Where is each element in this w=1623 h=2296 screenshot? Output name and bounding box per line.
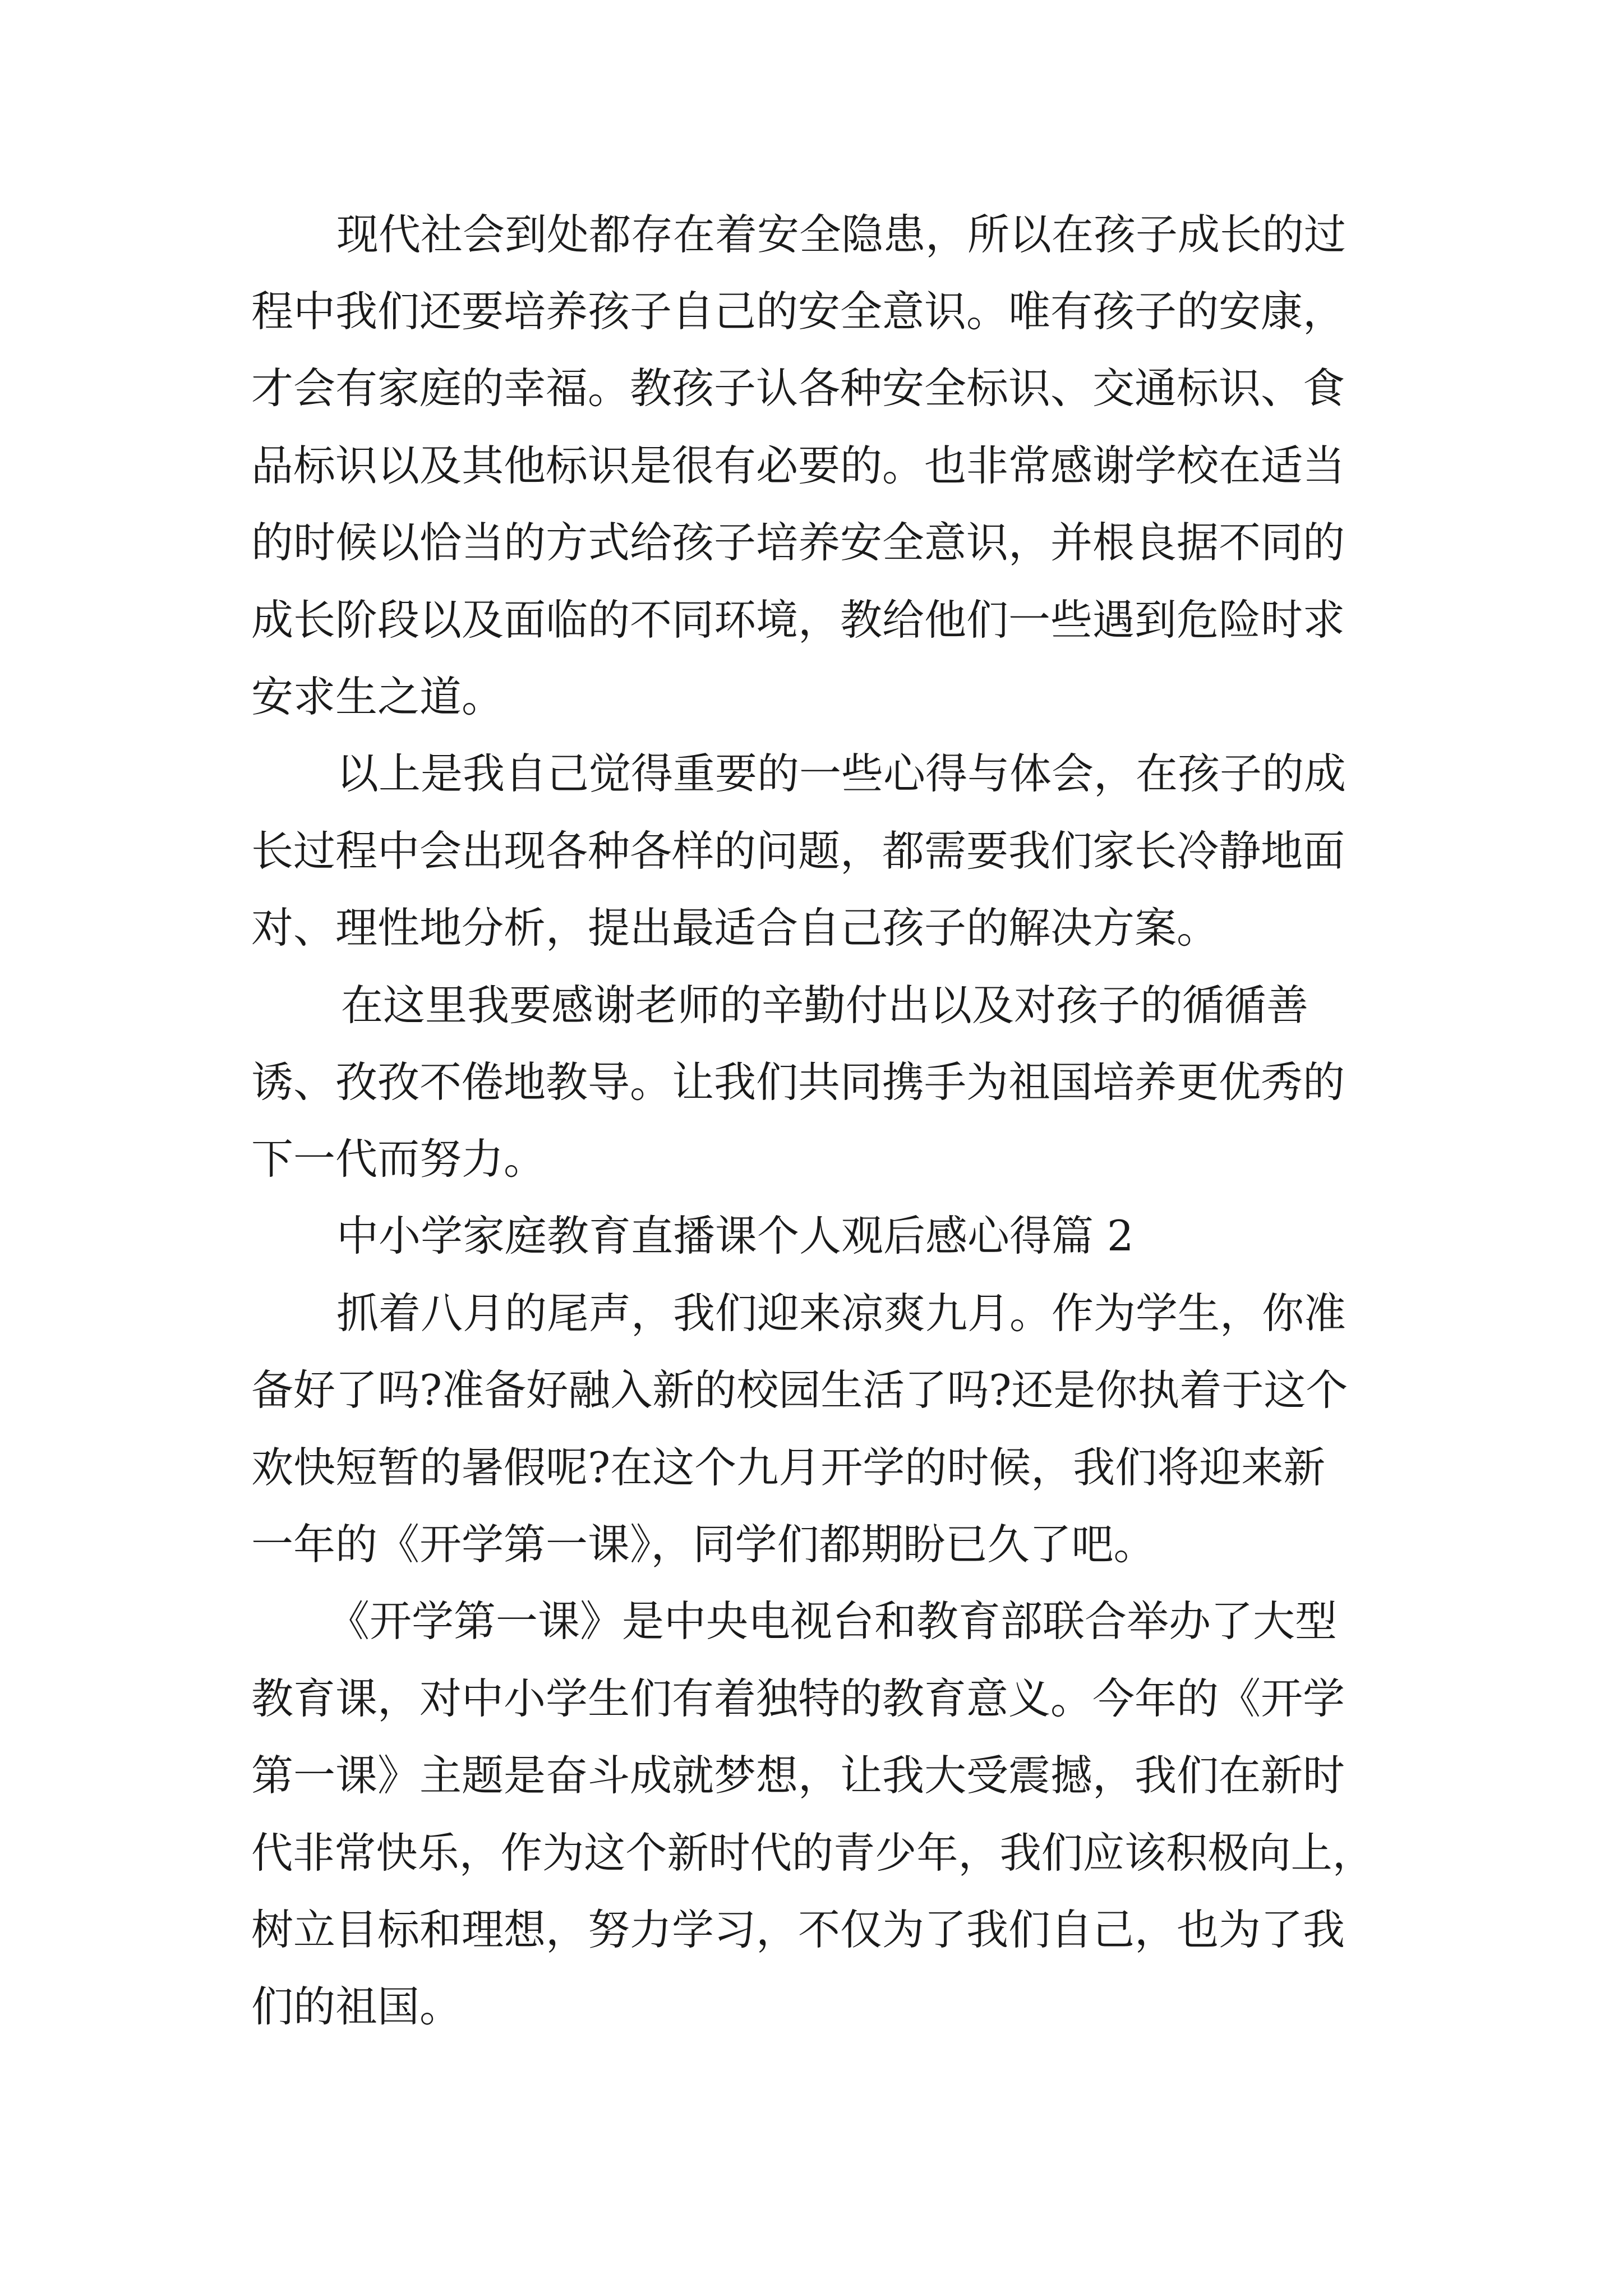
text-line-content: 安求生之道。 xyxy=(251,672,504,721)
text-line-content: 现代社会到处都存在着安全隐患，所以在孩子成长的过 xyxy=(336,210,1347,259)
text-line-content: 在这里我要感谢老师的辛勤付出以及对孩子的循循善 xyxy=(341,981,1309,1030)
text-line-content: 代非常快乐，作为这个新时代的青少年，我们应该积极向上， xyxy=(251,1828,1374,1878)
text-line-content: 《开学第一课》是中央电视台和教育部联合举办了大型 xyxy=(328,1596,1338,1646)
text-line-content: 第一课》主题是奋斗成就梦想，让我大受震撼，我们在新时 xyxy=(251,1751,1345,1800)
text-line-content: 树立目标和理想，努力学习，不仅为了我们自己，也为了我 xyxy=(251,1905,1345,1954)
text-line-content: 教育课，对中小学生们有着独特的教育意义。今年的《开学 xyxy=(251,1674,1345,1723)
text-line-content: 一年的《开学第一课》，同学们都期盼已久了吧。 xyxy=(251,1520,1156,1569)
text-line-content: 抓着八月的尾声，我们迎来凉爽九月。作为学生，你准 xyxy=(336,1289,1347,1338)
text-line-content: 程中我们还要培养孩子自己的安全意识。唯有孩子的安康， xyxy=(251,287,1345,336)
text-line-content: 备好了吗?准备好融入新的校园生活了吗?还是你执着于这个 xyxy=(251,1365,1348,1415)
text-line-content: 长过程中会出现各种各样的问题，都需要我们家长冷静地面 xyxy=(251,826,1345,876)
text-line-content: 以上是我自己觉得重要的一些心得与体会，在孩子的成 xyxy=(336,749,1347,798)
text-line-content: 成长阶段以及面临的不同环境，教给他们一些遇到危险时求 xyxy=(251,595,1345,645)
text-line-content: 品标识以及其他标识是很有必要的。也非常感谢学校在适当 xyxy=(251,441,1345,490)
text-line-content: 下一代而努力。 xyxy=(251,1134,546,1184)
text-line-content: 诱、孜孜不倦地教导。让我们共同携手为祖国培养更优秀的 xyxy=(251,1057,1345,1107)
text-line-content: 欢快短暂的暑假呢?在这个九月开学的时候，我们将迎来新 xyxy=(251,1443,1326,1492)
text-line-content: 对、理性地分析，提出最适合自己孩子的解决方案。 xyxy=(251,903,1219,953)
text-line-content: 们的祖国。 xyxy=(251,1982,462,2031)
text-line-content: 才会有家庭的幸福。教孩子认各种安全标识、交通标识、食 xyxy=(251,364,1345,413)
text-line-content: 的时候以恰当的方式给孩子培养安全意识，并根良据不同的 xyxy=(251,518,1345,567)
section-heading-text: 中小学家庭教育直播课个人观后感心得篇 2 xyxy=(336,1211,1134,1260)
